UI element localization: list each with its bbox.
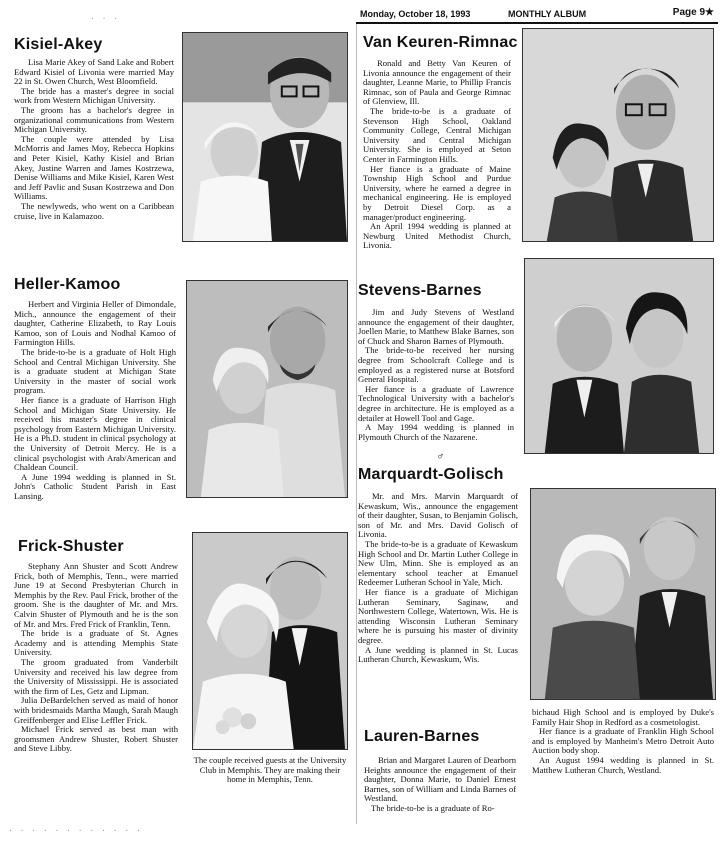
paragraph: The bride-to-be received her nursing degree from Schoolcraft College and is employed as a registered nurse at Botsford General Hospital. [358,345,514,385]
paragraph: A June 1994 wedding is planned in St. John's Catholic Student Parish in East Lansing. [14,471,176,501]
paragraph: The newlyweds, who went on a Caribbean cruise, live in Kalamazoo. [14,200,174,221]
headline-kisiel-akey: Kisiel-Akey [14,36,103,53]
paragraph: Her fiance is a graduate of Franklin High School and is employed by Manheim's Metro Detroit Auto Auction body shop. [532,726,714,756]
photo-marquardt-golisch [530,488,716,700]
paragraph: The bride-to-be is a graduate of Holt High School and Central Michigan University. She is a graduate student at Michigan State University in the master of social work program. [14,346,176,396]
paragraph: The bride is a graduate of St. Agnes Academy and is attending Memphis State University. [14,628,178,658]
paragraph: Brian and Margaret Lauren of Dearborn Heights announce the engagement of their daughter, Donna Marie, to Daniel Ernest Barnes, son of William and Linda Barnes of Westland. [364,755,516,804]
paragraph: Her fiance is a graduate of Lawrence Technological University with a bachelor's degree in architecture. He is employed as a detailer at Howell Tool and Gage. [358,383,514,423]
paragraph: bichaud High School and is employed by Duke's Family Hair Shop in Redford as a cosmetologist. [532,707,714,727]
paragraph: Mr. and Mrs. Marvin Marquardt of Kewaskum, Wis., announce the engagement of their daughter, Susan, to Benjamin Golisch, son of Mr. and Mrs. David Golisch of Livonia. [358,491,518,540]
page-header [360,6,716,22]
article-body-marquardt-golisch [358,492,518,665]
article-body-frick-shuster [14,562,178,754]
photo-kisiel-akey [182,32,348,242]
headline-frick-shuster: Frick-Shuster [18,538,124,555]
paragraph: Her fiance is a graduate of Maine Township High School and Purdue University, where he earned a degree in mechanical engineering. He is employed by Detroit Diesel Corp. as a manager/product engineering. [363,163,511,222]
article-body-heller-kamoo [14,300,176,501]
photo-heller-kamoo [186,280,348,498]
header-date: Monday, October 18, 1993 [360,9,471,19]
paragraph: A June wedding is planned in St. Lucas Lutheran Church, Kewaskum, Wis. [358,644,518,665]
header-section: MONTHLY ALBUM [508,9,587,19]
paragraph: Her fiance is a graduate of Michigan Lutheran Seminary, Saginaw, and Northwestern College, Watertown, Wis. He is attending Wisconsin Lutheran Seminary where he is pursuing his master of divinity degree. [358,586,518,645]
paragraph: The groom graduated from Vanderbilt University and received his law degree from the University of Mississippi. He is associated with the firm of Les, Getz and Lipman. [14,656,178,696]
photo-stevens-barnes [524,258,714,454]
headline-stevens-barnes: Stevens-Barnes [358,282,482,299]
article-body-lauren-barnes-col2 [532,708,714,775]
scan-mark: · · · · · · · · · · · · [8,826,142,835]
paragraph: The bride-to-be is a graduate of Ro- [371,802,495,813]
paragraph: The bride has a master's degree in social work from Western Michigan University. [14,85,174,106]
article-body-kisiel-akey [14,58,174,221]
header-page-number: Page 9★ [672,7,714,18]
header-rule [356,22,718,24]
headline-marquardt-golisch: Marquardt-Golisch [358,466,504,483]
paragraph: Julia DeBardelchen served as maid of honor with bridesmaids Martha Maugh, Sarah Maugh Greiffenberger and Elise Leffler Frick. [14,695,178,725]
scan-mark: · · · [90,14,120,23]
paragraph: The couple were attended by Lisa McMorris and James Moy, Rebecca Hopkins and Peter Kisiel, Kathy Kisiel and Brian Akey, Justine Warren and James Kostrzewa, Denise Williams and Mike Kisiel, Karen West and Jeff Pavlic and Susan Kostrzewa and Don Williams. [14,133,174,202]
photo-van-keuren-rimnac [522,28,714,242]
paragraph: Ronald and Betty Van Keuren of Livonia announce the engagement of their daughter, Leanne Marie, to Phillip Francis Rimnac, son of Paula and George Rimnac of Glenview, Ill. [363,58,511,107]
paragraph: Lisa Marie Akey of Sand Lake and Robert Edward Kisiel of Livonia were married May 22 in St. Owen Church, West Bloomfield. [14,57,174,87]
paragraph: The bride-to-be is a graduate of Stevenson High School, Oakland Community College, Central Michigan University and Central Michigan University. She is employed at Seton Center in Farmington Hills. [363,105,511,164]
paragraph: An April 1994 wedding is planned at Newburg United Methodist Church, Livonia. [363,221,511,251]
article-body-lauren-barnes-col1 [364,756,516,814]
headline-heller-kamoo: Heller-Kamoo [14,276,121,293]
paragraph: Herbert and Virginia Heller of Dimondale, Mich., announce the engagement of their daughter, Catherine Elizabeth, to Ray Louis Kamoo, son of Louis and Nodhal Kamoo of Farmington Hills. [14,299,176,348]
paragraph: The groom has a bachelor's degree in organizational communications from Western Michigan University. [14,104,174,135]
article-body-van-keuren-rimnac [363,59,511,251]
headline-lauren-barnes: Lauren-Barnes [364,728,480,745]
column-divider [356,24,357,824]
paragraph: A May 1994 wedding is planned in Plymouth Church of the Nazarene. [358,422,514,442]
scan-mark: ♂ [438,452,444,461]
paragraph: An August 1994 wedding is planned in St. Matthew Lutheran Church, Westland. [532,754,714,775]
paragraph: The bride-to-be is a graduate of Kewaskum High School and Dr. Martin Luther College in New Ulm, Minn. She is employed as an elementary school teacher at Emanuel Redeemer Lutheran School in Yale, Mich. [358,538,518,588]
photo-frick-shuster [192,532,348,750]
paragraph: Michael Frick served as best man with groomsmen Andrew Shuster, Robert Shuster and Steve Libby. [14,724,178,754]
photo-caption-frick-shuster: The couple received guests at the University Club in Memphis. They are making their home in Memphis, Tenn. [193,755,347,785]
article-body-stevens-barnes [358,308,514,442]
headline-van-keuren-rimnac: Van Keuren-Rimnac [363,34,518,51]
paragraph: Jim and Judy Stevens of Westland announce the engagement of their daughter, Joellen Marie, to Matthew Blake Barnes, son of Chuck and Sharon Barnes of Plymouth. [358,307,514,346]
paragraph: Her fiance is a graduate of Harrison High School and Michigan State University. He received his master's degree in clinical psychology from Eastern Michigan University. He is a Ph.D. student in clinical psychology at the University of Detroit Mercy. He is a clinical psychologist with Arab/American and Chaldean Council. [14,394,176,473]
paragraph: Stephany Ann Shuster and Scott Andrew Frick, both of Memphis, Tenn., were married June 19 at Second Presbyterian Church in Memphis by the Rev. Paul Frick, brother of the groom. She is the daughter of Mr. and Mrs. Calvin Shuster of Plymouth and he is the son of Mr. and Mrs. Fred Frick of Franklin, Tenn. [14,561,178,629]
